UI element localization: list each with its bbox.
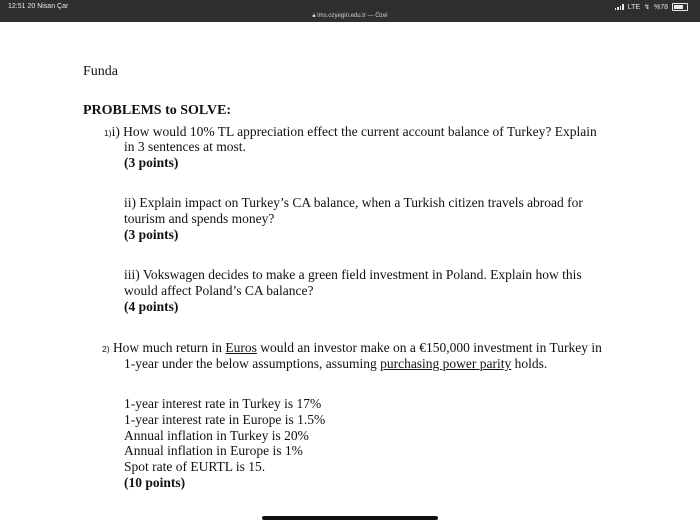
assumption-item: 1-year interest rate in Turkey is 17% xyxy=(124,396,322,411)
url-text: lms.ozyegin.edu.tr — Özel xyxy=(317,13,388,19)
q2-number: 2) xyxy=(102,344,110,354)
q2-line2: 1-year under the below assumptions, assuming purchasing power parity holds. xyxy=(124,356,548,371)
author-name: Funda xyxy=(83,64,118,79)
q1-ii-line1: ii) Explain impact on Turkey’s CA balance, when a Turkish citizen travels abroad for xyxy=(124,195,583,210)
signal-icon xyxy=(615,4,624,10)
q1-i-line1: 1)i) How would 10% TL appreciation effect the current account balance of Turkey? Explain xyxy=(104,124,597,139)
q1-i-points: (3 points) xyxy=(124,155,179,170)
q1-number: 1) xyxy=(104,128,112,138)
q1-iii-points: (4 points) xyxy=(124,299,179,314)
q1-iii-line2: would affect Poland’s CA balance? xyxy=(124,283,314,298)
battery-icon xyxy=(672,3,688,11)
lock-icon: 🔒︎ xyxy=(312,13,316,19)
status-indicators xyxy=(615,3,688,11)
network-label: LTE xyxy=(627,3,641,11)
charging-icon: ↯ xyxy=(644,4,650,11)
status-bar xyxy=(0,0,700,22)
page-title: PROBLEMS to SOLVE: xyxy=(83,103,232,118)
q1-iii-line1: iii) Vokswagen decides to make a green field investment in Poland. Explain how this xyxy=(124,267,582,282)
url-bar[interactable] xyxy=(0,13,700,20)
assumption-item: Annual inflation in Turkey is 20% xyxy=(124,428,309,443)
ppp-underlined: purchasing power parity xyxy=(380,356,512,371)
q2-points: (10 points) xyxy=(124,475,186,490)
status-time: 12:51 20 Nisan Çar xyxy=(8,3,69,10)
battery-percent: %78 xyxy=(653,3,668,11)
assumption-item: Spot rate of EURTL is 15. xyxy=(124,459,266,474)
assumption-item: 1-year interest rate in Europe is 1.5% xyxy=(124,412,326,427)
assumption-item: Annual inflation in Europe is 1% xyxy=(124,443,303,458)
home-indicator[interactable] xyxy=(262,516,438,520)
euros-underlined: Euros xyxy=(225,340,257,355)
q1-ii-points: (3 points) xyxy=(124,227,179,242)
q1-i-line2: in 3 sentences at most. xyxy=(124,139,246,154)
q1-ii-line2: tourism and spends money? xyxy=(124,211,275,226)
document-page xyxy=(0,22,700,525)
q2-line1: 2) How much return in Euros would an investor make on a €150,000 investment in Turkey in xyxy=(102,340,602,355)
